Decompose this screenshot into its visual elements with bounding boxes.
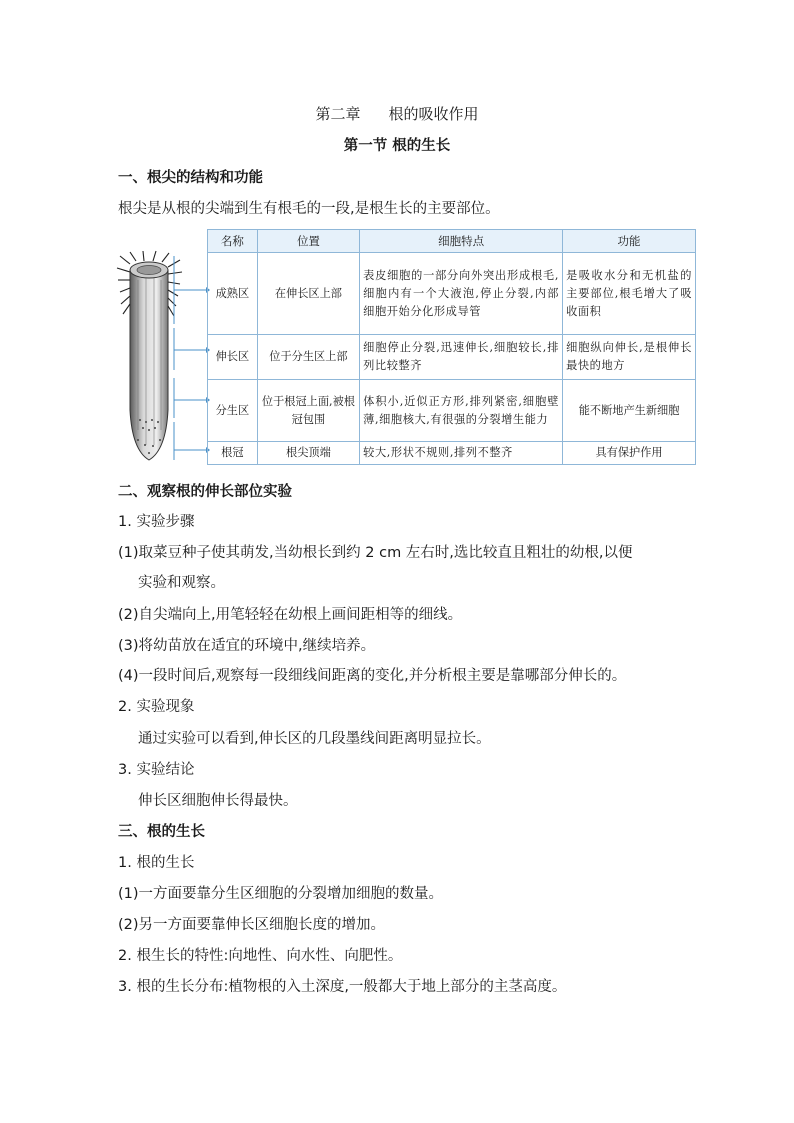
cell-position: 在伸长区上部 bbox=[257, 253, 359, 335]
chapter-number: 第二章 bbox=[315, 105, 361, 123]
conclusion-title: 3. 实验结论 bbox=[118, 762, 195, 778]
table-row bbox=[208, 442, 696, 465]
conclusion-text: 伸长区细胞伸长得最快。 bbox=[138, 793, 298, 809]
section-title: 第一节 根的生长 bbox=[343, 138, 451, 154]
table-row bbox=[208, 253, 696, 335]
cell-traits: 细胞停止分裂,迅速伸长,细胞较长,排列比较整齐 bbox=[360, 335, 563, 380]
chapter-title bbox=[0, 103, 794, 124]
part1-intro: 根尖是从根的尖端到生有根毛的一段,是根生长的主要部位。 bbox=[118, 201, 500, 217]
growth-title: 1. 根的生长 bbox=[118, 855, 195, 871]
cell-name: 伸长区 bbox=[208, 335, 258, 380]
heading-part2: 二、观察根的伸长部位实验 bbox=[118, 484, 292, 500]
cell-function: 具有保护作用 bbox=[563, 442, 696, 465]
step-4: (4)一段时间后,观察每一段细线间距离的变化,并分析根主要是靠哪部分伸长的。 bbox=[118, 668, 627, 684]
cell-function: 是吸收水分和无机盐的主要部位,根毛增大了吸收面积 bbox=[563, 253, 696, 335]
phenomenon-text: 通过实验可以看到,伸长区的几段墨线间距离明显拉长。 bbox=[138, 731, 491, 747]
table-row bbox=[208, 335, 696, 380]
cell-traits: 较大,形状不规则,排列不整齐 bbox=[360, 442, 563, 465]
cell-name: 分生区 bbox=[208, 380, 258, 442]
step-section-title: 1. 实验步骤 bbox=[118, 514, 195, 530]
step-1: (1)取菜豆种子使其萌发,当幼根长到约 2 cm 左右时,选比较直且粗壮的幼根,以便 bbox=[118, 545, 633, 561]
header-function: 功能 bbox=[563, 230, 696, 253]
cell-function: 细胞纵向伸长,是根伸长最快的地方 bbox=[563, 335, 696, 380]
growth-traits: 2. 根生长的特性:向地性、向水性、向肥性。 bbox=[118, 948, 403, 964]
root-tip-table bbox=[207, 229, 696, 461]
growth-distribution: 3. 根的生长分布:植物根的入土深度,一般都大于地上部分的主茎高度。 bbox=[118, 979, 567, 995]
heading-part1: 一、根尖的结构和功能 bbox=[118, 170, 263, 186]
growth-item-1: (1)一方面要靠分生区细胞的分裂增加细胞的数量。 bbox=[118, 886, 444, 902]
cell-function: 能不断地产生新细胞 bbox=[563, 380, 696, 442]
chapter-name: 根的吸收作用 bbox=[388, 105, 479, 123]
cell-position: 位于根冠上面,被根冠包围 bbox=[257, 380, 359, 442]
growth-item-2: (2)另一方面要靠伸长区细胞长度的增加。 bbox=[118, 917, 386, 933]
header-traits: 细胞特点 bbox=[360, 230, 563, 253]
cell-traits: 表皮细胞的一部分向外突出形成根毛,细胞内有一个大液泡,停止分裂,内部细胞开始分化形成导管 bbox=[360, 253, 563, 335]
step-1-cont: 实验和观察。 bbox=[138, 575, 225, 591]
cell-position: 位于分生区上部 bbox=[257, 335, 359, 380]
step-2: (2)自尖端向上,用笔轻轻在幼根上画间距相等的细线。 bbox=[118, 607, 463, 623]
cell-name: 成熟区 bbox=[208, 253, 258, 335]
table-row bbox=[208, 380, 696, 442]
cell-position: 根尖顶端 bbox=[257, 442, 359, 465]
cell-traits: 体积小,近似正方形,排列紧密,细胞壁薄,细胞核大,有很强的分裂增生能力 bbox=[360, 380, 563, 442]
table-header-row bbox=[208, 230, 696, 253]
header-name: 名称 bbox=[208, 230, 258, 253]
root-tip-illustration bbox=[116, 250, 210, 464]
step-3: (3)将幼苗放在适宜的环境中,继续培养。 bbox=[118, 638, 376, 654]
phenomenon-title: 2. 实验现象 bbox=[118, 699, 195, 715]
header-position: 位置 bbox=[257, 230, 359, 253]
cell-name: 根冠 bbox=[208, 442, 258, 465]
heading-part3: 三、根的生长 bbox=[118, 824, 205, 840]
